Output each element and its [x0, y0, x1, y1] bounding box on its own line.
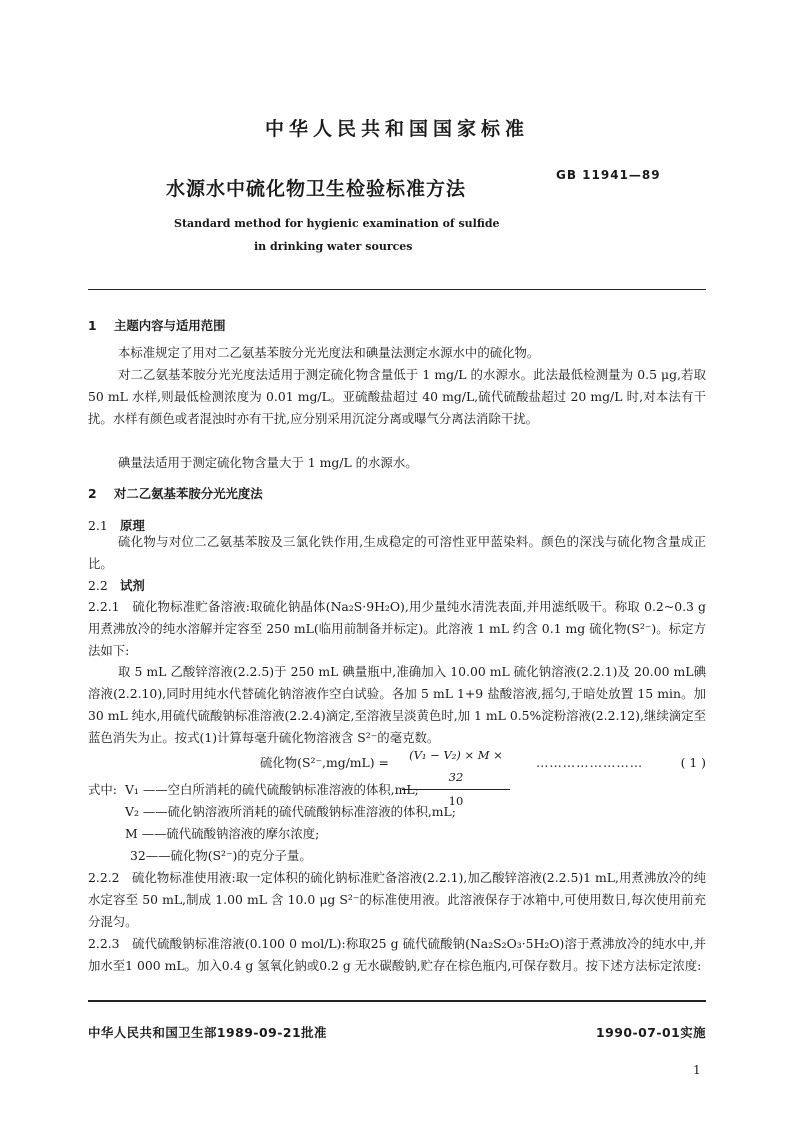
formula-number: ( 1 ): [680, 755, 706, 770]
page-number: 1: [693, 1063, 701, 1077]
english-title: [174, 212, 500, 258]
where-item: 32——硫化物(S²⁻)的克分子量。: [130, 848, 312, 863]
where-item: V₁ ——空白所消耗的硫代硫酸钠标准溶液的体积,mL;: [125, 782, 419, 797]
section-2-1-para: 硫化物与对位二乙氨基苯胺及三氯化铁作用,生成稳定的可溶性亚甲蓝染料。颜色的深浅与硫化物含量成正比。: [88, 534, 706, 571]
formula-leader-dots: ……………………: [536, 755, 644, 770]
where-item: M ——硫代硫酸钠溶液的摩尔浓度;: [125, 826, 320, 841]
header-divider: [88, 289, 706, 290]
section-2-2-1-para: 2.2.1 硫化物标准贮备溶液:取硫化钠晶体(Na₂S·9H₂O),用少量纯水清洗表面,并用滤纸吸干。称取 0.2~0.3 g 用煮沸放冷的纯水溶解并定容至 250 mL(临用前制备并标定)。此溶液 1 mL 约含 0.1 mg 硫化物(S²⁻)。标定方法如下:: [88, 599, 706, 658]
approval-line: 中华人民共和国卫生部1989-09-21批准: [88, 1025, 327, 1040]
formula-denominator: 10: [448, 794, 464, 808]
section-1-heading: 1 主题内容与适用范围: [88, 318, 226, 333]
english-title-line1: Standard method for hygienic examination of sulfide: [174, 217, 500, 230]
section-1-para-2: 对二乙氨基苯胺分光光度法适用于测定硫化物含量低于 1 mg/L 的水源水。此法最低检测量为 0.5 μg,若取 50 mL 水样,则最低检测浓度为 0.01 mg/L。亚硫酸盐超过 40 mg/L,硫代硫酸盐超过 20 mg/L 时,对本法有干扰。水样有颜色或者混浊时亦有干扰,应分别采用沉淀分离或曝气分离法消除干扰。: [88, 367, 706, 426]
formula-lhs: 硫化物(S²⁻,mg/mL) =: [260, 755, 389, 770]
section-1-para-1: 本标准规定了用对二乙氨基苯胺分光光度法和碘量法测定水源水中的硫化物。: [118, 345, 540, 360]
gb-code: GB 11941—89: [556, 168, 661, 182]
section-2-2-heading: 2.2 试剂: [88, 578, 145, 593]
document-title: 水源水中硫化物卫生检验标准方法: [166, 178, 467, 200]
effective-date: 1990-07-01实施: [595, 1025, 706, 1040]
national-standard-title: 中华人民共和国国家标准: [264, 118, 529, 140]
section-2-2-1-procedure: 取 5 mL 乙酸锌溶液(2.2.5)于 250 mL 碘量瓶中,准确加入 10.00 mL 硫化钠溶液(2.2.1)及 20.00 mL碘溶液(2.2.10),同时用纯水代替硫化钠溶液作空白试验。各加 5 mL 1+9 盐酸溶液,摇匀,于暗处放置 15 min。加 30 mL 纯水,用硫代硫酸钠标准溶液(2.2.4)滴定,至溶液呈淡黄色时,加 1 mL 0.5%淀粉溶液(2.2.12),继续滴定至蓝色消失为止。按式(1)计算每毫升硫化物溶液含 S²⁻的毫克数。: [88, 664, 706, 745]
section-2-2-3-para: 2.2.3 硫代硫酸钠标准溶液(0.100 0 mol/L):称取25 g 硫代硫酸钠(Na₂S₂O₃·5H₂O)溶于煮沸放冷的纯水中,并加水至1 000 mL。加入0.4 g 氢氧化钠或0.2 g 无水碳酸钠,贮存在棕色瓶内,可保存数月。按下述方法标定浓度:: [88, 936, 706, 973]
footer-divider: [88, 1000, 706, 1002]
section-1-para-3: 碘量法适用于测定硫化物含量大于 1 mg/L 的水源水。: [118, 455, 418, 470]
where-item: V₂ ——硫化钠溶液所消耗的硫代硫酸钠标准溶液的体积,mL;: [125, 804, 456, 819]
section-2-1-heading: 2.1 原理: [88, 518, 145, 533]
section-2-heading: 2 对二乙氨基苯胺分光光度法: [88, 486, 263, 501]
where-prefix: 式中:: [88, 782, 117, 797]
section-2-2-2-para: 2.2.2 硫化物标准使用液:取一定体积的硫化钠标准贮备溶液(2.2.1),加乙酸锌溶液(2.2.5)1 mL,用煮沸放冷的纯水定容至 50 mL,制成 1.00 mL 含 10.0 μg S²⁻的标准使用液。此溶液保存于冰箱中,可使用数日,每次使用前充分混匀。: [88, 870, 706, 929]
formula-numerator: (V₁ − V₂) × M × 32: [402, 744, 510, 790]
english-title-line2: in drinking water sources: [254, 240, 413, 253]
